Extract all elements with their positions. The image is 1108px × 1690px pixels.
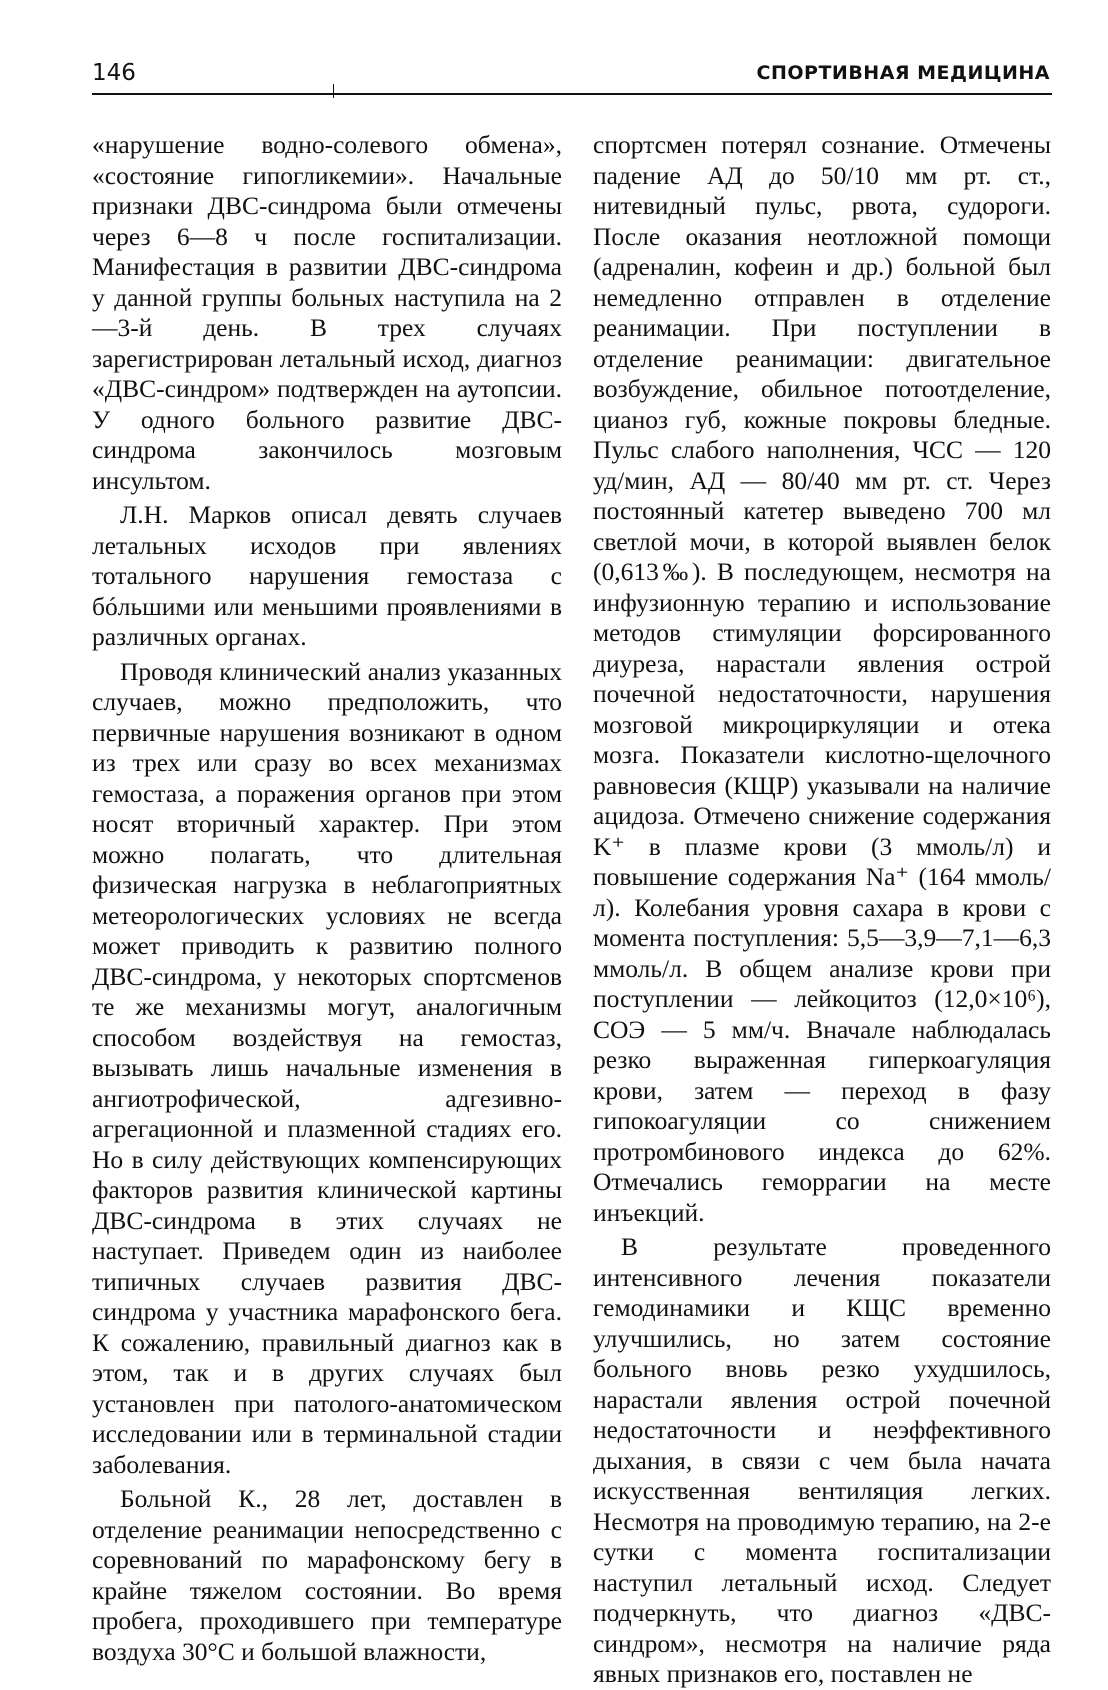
- header-rule: [92, 93, 1052, 95]
- paragraph: В результате проведенного интенсивного лечения показатели гемодинамики и КЩС временно улучшились, но затем состояние больного вновь резко ухудшилось, нарастали явления острой почечной недостаточности и неэффективного дыхания, в связи с чем была начата искусственная вентиляция легких. Несмотря на проводимую терапию, на 2-е сутки с момента госпитализации наступил летальный исход. Следует подчеркнуть, что диагноз «ДВС-синдром», несмотря на наличие ряда явных признаков его, поставлен не: [593, 1232, 1051, 1688]
- paragraph: Проводя клинический анализ указанных случаев, можно предположить, что первичные нарушения возникают в одном из трех или сразу во всех механизмах гемостаза, а поражения органов при этом носят вторичный характер. При этом можно полагать, что длительная физическая нагрузка в неблагоприятных метеорологических условиях не всегда может приводить к развитию полного ДВС-синдрома, у некоторых спортсменов те же механизмы могут, аналогичным способом воздействуя на гемостаз, вызывать лишь начальные изменения в ангиотрофической, адгезивно-агрегационной и плазменной стадиях его. Но в силу действующих компенсирующих факторов развития клинической картины ДВС-синдрома в этих случаях не наступает. Приведем один из наиболее типичных случаев развития ДВС-синдрома у участника марафонского бега. К сожалению, правильный диагноз как в этом, так и в других случаях был установлен при патолого-анатомическом исследовании или в терминальной стадии заболевания.: [92, 656, 562, 1479]
- paragraph: «нарушение водно-солевого обмена», «состояние гипогликемии». Начальные признаки ДВС-синдрома были отмечены через 6—8 ч после госпитализации. Манифестация в развитии ДВС-синдрома у данной группы больных наступила на 2—3-й день. В трех случаях зарегистрирован летальный исход, диагноз «ДВС-синдром» подтвержден на аутопсии. У одного больного развитие ДВС-синдрома закончилось мозговым инсультом.: [92, 130, 562, 495]
- running-title: СПОРТИВНАЯ МЕДИЦИНА: [756, 62, 1050, 84]
- paragraph: Больной К., 28 лет, доставлен в отделение реанимации непосредственно с соревнований по марафонскому бегу в крайне тяжелом состоянии. Во время пробега, проходившего при температуре воздуха 30°С и большой влажности,: [92, 1484, 562, 1666]
- page-header: [92, 60, 1050, 94]
- page-number: 146: [92, 60, 136, 86]
- paragraph: спортсмен потерял сознание. Отмечены падение АД до 50/10 мм рт. ст., нитевидный пульс, рвота, судороги. После оказания неотложной помощи (адреналин, кофеин и др.) больной был немедленно отправлен в отделение реанимации. При поступлении в отделение реанимации: двигательное возбуждение, обильное потоотделение, цианоз губ, кожные покровы бледные. Пульс слабого наполнения, ЧСС — 120 уд/мин, АД — 80/40 мм рт. ст. Через постоянный катетер выведено 700 мл светлой мочи, в которой выявлен белок (0,613‰). В последующем, несмотря на инфузионную терапию и использование методов стимуляции форсированного диуреза, нарастали явления острой почечной недостаточности, нарушения мозговой микроциркуляции и отека мозга. Показатели кислотно-щелочного равновесия (КЩР) указывали на наличие ацидоза. Отмечено снижение содержания K⁺ в плазме крови (3 ммоль/л) и повышение содержания Na⁺ (164 ммоль/л). Колебания уровня сахара в крови с момента поступления: 5,5—3,9—7,1—6,3 ммоль/л. В общем анализе крови при поступлении — лейкоцитоз (12,0×10⁶), СОЭ — 5 мм/ч. Вначале наблюдалась резко выраженная гиперкоагуляция крови, затем — переход в фазу гипокоагуляции со снижением протромбинового индекса до 62%. Отмечались геморрагии на месте инъекций.: [593, 130, 1051, 1227]
- left-column: [92, 130, 562, 1667]
- right-column: [593, 130, 1051, 1690]
- paragraph: Л.Н. Марков описал девять случаев летальных исходов при явлениях тотального нарушения гемостаза с бóльшими или меньшими проявлениями в различных органах.: [92, 500, 562, 651]
- crop-mark: [333, 84, 334, 98]
